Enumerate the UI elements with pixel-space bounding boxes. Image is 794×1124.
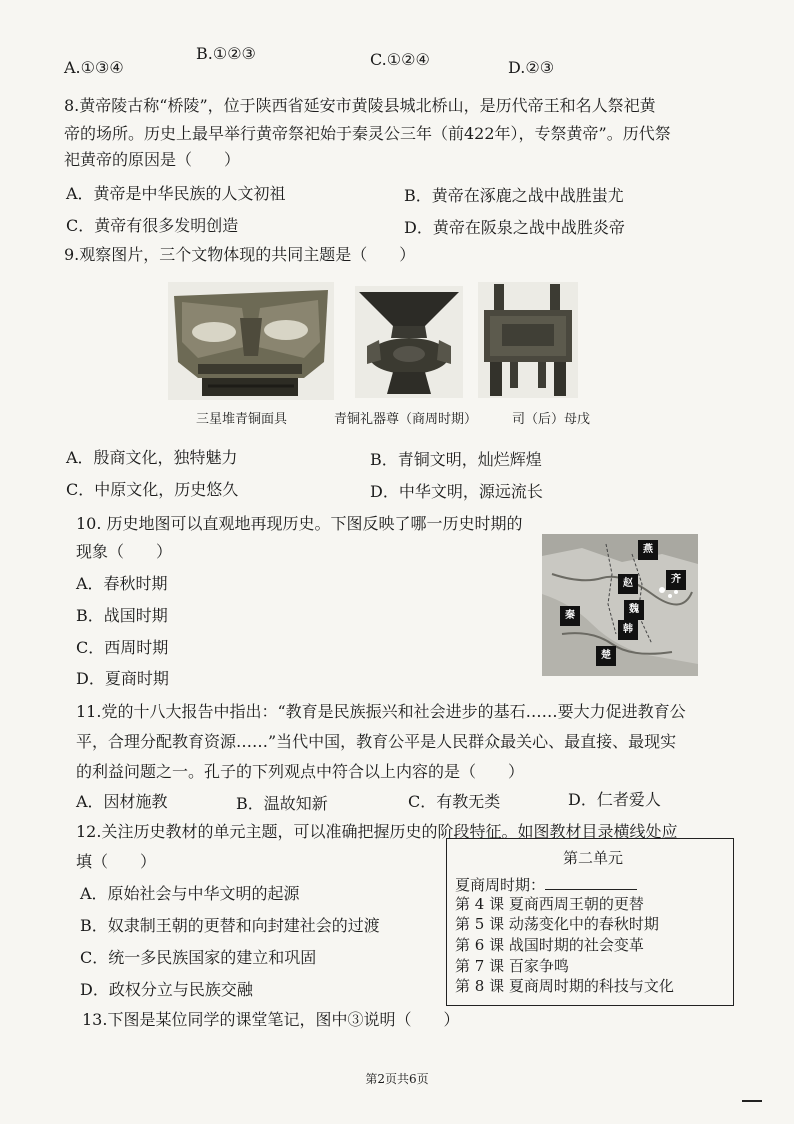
q10-option-d[interactable]: D．夏商时期 <box>76 669 169 688</box>
q10-option-b[interactable]: B．战国时期 <box>76 606 168 625</box>
q10-stem-line1: 10. 历史地图可以直观地再现历史。下图反映了哪一历史时期的 <box>76 514 523 533</box>
bronze-zun-image <box>355 286 463 398</box>
q7-option-a[interactable]: A.①③④ <box>64 58 124 77</box>
lesson-4: 第 4 课 夏商西周王朝的更替 <box>455 895 644 913</box>
q10-option-c[interactable]: C．西周时期 <box>76 638 169 657</box>
q9-option-a[interactable]: A．殷商文化，独特魅力 <box>66 448 238 467</box>
q12-option-d[interactable]: D．政权分立与民族交融 <box>80 980 253 999</box>
q7-option-d[interactable]: D.②③ <box>508 58 555 77</box>
q9-stem: 9.观察图片，三个文物体现的共同主题是（ ） <box>64 245 416 264</box>
q9-caption-zun: 青铜礼器尊（商周时期） <box>334 412 478 427</box>
q10-option-a[interactable]: A．春秋时期 <box>76 574 168 593</box>
q13-stem: 13.下图是某位同学的课堂笔记，图中③说明（ ） <box>82 1010 460 1029</box>
q9-option-b[interactable]: B．青铜文明，灿烂辉煌 <box>370 450 542 469</box>
unit-title: 第二单元 <box>563 849 624 867</box>
lesson-5: 第 5 课 动荡变化中的春秋时期 <box>455 915 659 933</box>
q7-option-b[interactable]: B.①②③ <box>196 44 256 63</box>
q7-option-c[interactable]: C.①②④ <box>370 50 430 69</box>
map-label-qi: 齐 <box>666 570 686 590</box>
q12-option-c[interactable]: C．统一多民族国家的建立和巩固 <box>80 948 317 967</box>
q12-stem-line2: 填（ ） <box>76 852 157 871</box>
q11-option-d[interactable]: D．仁者爱人 <box>568 790 661 809</box>
q8-option-d[interactable]: D．黄帝在阪泉之战中战胜炎帝 <box>404 218 625 237</box>
q9-caption-mask: 三星堆青铜面具 <box>196 412 288 427</box>
q11-stem-line3: 的利益问题之一。孔子的下列观点中符合以上内容的是（ ） <box>76 762 525 781</box>
bronze-ding-image <box>478 282 578 398</box>
q8-option-c[interactable]: C．黄帝有很多发明创造 <box>66 216 239 235</box>
q12-option-b[interactable]: B．奴隶制王朝的更替和向封建社会的过渡 <box>80 916 380 935</box>
q10-stem-line2: 现象（ ） <box>76 542 173 561</box>
q9-caption-ding: 司（后）母戊 <box>512 412 591 427</box>
answer-blank[interactable] <box>545 875 637 890</box>
lesson-6: 第 6 课 战国时期的社会变革 <box>455 936 644 954</box>
q11-stem-line2: 平，合理分配教育资源……”当代中国，教育公平是人民群众最关心、最直接、最现实 <box>76 732 677 751</box>
unit-heading: 夏商周时期： <box>455 876 546 894</box>
map-label-zhao: 赵 <box>618 574 638 594</box>
q9-option-c[interactable]: C．中原文化，历史悠久 <box>66 480 239 499</box>
q11-option-b[interactable]: B．温故知新 <box>236 794 328 813</box>
q9-option-d[interactable]: D．中华文明，源远流长 <box>370 482 543 501</box>
q8-option-a[interactable]: A．黄帝是中华民族的人文初祖 <box>66 184 286 203</box>
lesson-8: 第 8 课 夏商周时期的科技与文化 <box>455 977 674 995</box>
q8-stem-line1: 8.黄帝陵古称“桥陵”，位于陕西省延安市黄陵县城北桥山，是历代帝王和名人祭祀黄 <box>64 96 656 115</box>
unit-heading-row <box>455 875 637 895</box>
map-label-qin: 秦 <box>560 606 580 626</box>
q11-option-a[interactable]: A．因材施教 <box>76 792 168 811</box>
warring-states-map <box>542 534 698 676</box>
edge-mark <box>742 1100 762 1102</box>
map-label-chu: 楚 <box>596 646 616 666</box>
q12-stem-line1: 12.关注历史教材的单元主题，可以准确把握历史的阶段特征。如图教材目录横线处应 <box>76 822 678 841</box>
q11-option-c[interactable]: C．有教无类 <box>408 792 501 811</box>
page-number: 第2页共6页 <box>365 1072 429 1086</box>
q8-stem-line3: 祀黄帝的原因是（ ） <box>64 150 241 169</box>
bronze-mask-image <box>168 282 334 400</box>
lesson-7: 第 7 课 百家争鸣 <box>455 957 569 975</box>
map-background <box>542 534 698 676</box>
map-label-wei: 魏 <box>624 600 644 620</box>
q8-option-b[interactable]: B．黄帝在涿鹿之战中战胜蚩尤 <box>404 186 624 205</box>
map-label-yan: 燕 <box>638 540 658 560</box>
q8-stem-line2: 帝的场所。历史上最早举行黄帝祭祀始于秦灵公三年（前422年），专祭黄帝”。历代祭 <box>64 124 671 143</box>
map-label-han: 韩 <box>618 620 638 640</box>
q12-option-a[interactable]: A．原始社会与中华文明的起源 <box>80 884 300 903</box>
textbook-contents-box <box>446 838 734 1006</box>
q11-stem-line1: 11.党的十八大报告中指出：“教育是民族振兴和社会进步的基石……要大力促进教育公 <box>76 702 686 721</box>
